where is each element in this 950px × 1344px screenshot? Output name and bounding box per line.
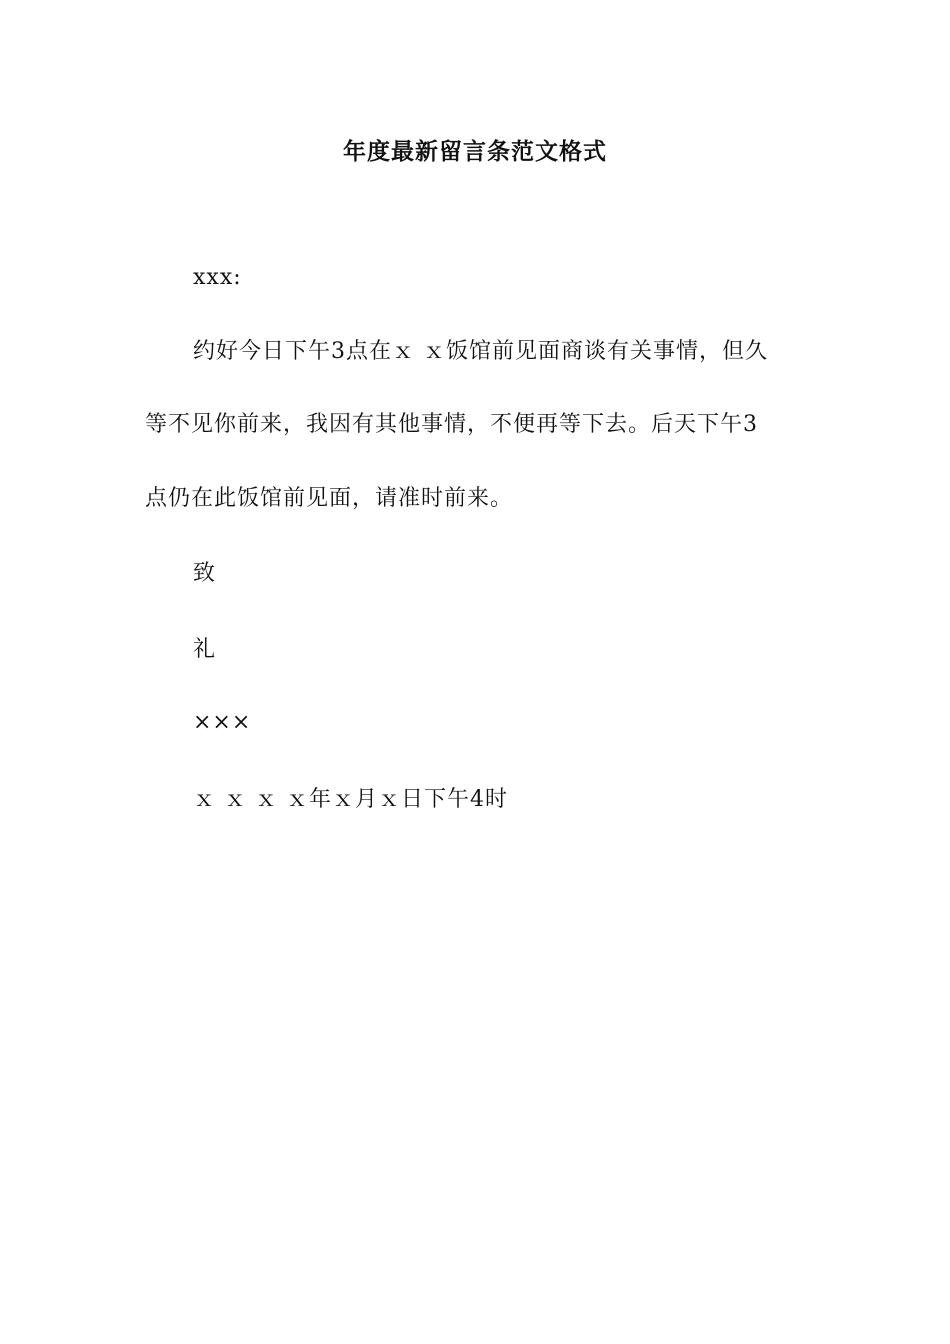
body-line-1: 约好今日下午3点在ｘ ｘ饭馆前见面商谈有关事情，但久 (193, 339, 768, 364)
date-line: ｘ ｘ ｘ ｘ年ｘ月ｘ日下午4时 (193, 787, 508, 812)
body-line-2: 等不见你前来，我因有其他事情，不便再等下去。后天下午3 (145, 412, 758, 437)
signature: ××× (193, 710, 252, 735)
salutation: xxx: (193, 265, 242, 290)
body-line-3: 点仍在此饭馆前见面，请准时前来。 (145, 486, 514, 511)
closing-zhi: 致 (193, 561, 217, 586)
closing-li: 礼 (193, 637, 217, 662)
document-title: 年度最新留言条范文格式 (343, 138, 607, 165)
